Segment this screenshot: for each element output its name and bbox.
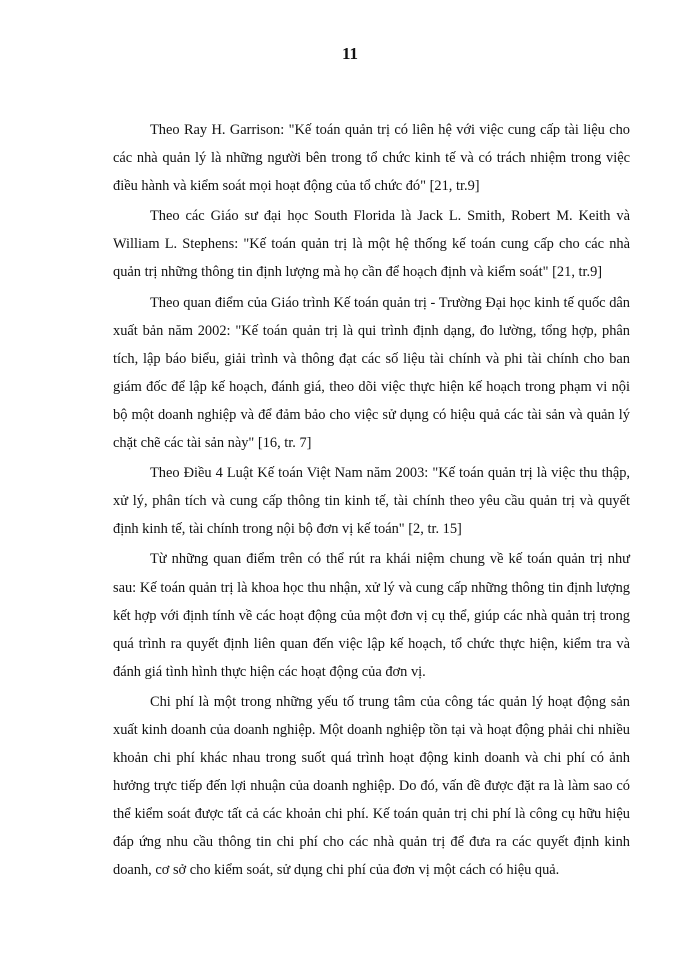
- paragraph-south-florida-definition: Theo các Giáo sư đại học South Florida là Jack L. Smith, Robert M. Keith và William L. Stephens: "Kế toán quản trị là một hệ thống kế toán cung cấp cho các nhà quản trị những thông tin định lượng mà họ cần để hoạch định và kiểm soát" [21, tr.9]: [113, 208, 630, 281]
- paragraph-accounting-law-definition: Theo Điều 4 Luật Kế toán Việt Nam năm 2003: "Kế toán quản trị là việc thu thập, xử lý, phân tích và cung cấp thông tin kinh tế, tài chính theo yêu cầu quản trị và quyết định kinh tế, tài chính trong nội bộ đơn vị kế toán" [2, tr. 15]: [113, 465, 630, 538]
- paragraph-general-concept: Từ những quan điểm trên có thể rút ra khái niệm chung về kế toán quản trị như sau: Kế toán quản trị là khoa học thu nhận, xử lý và cung cấp những thông tin định lượng kết hợp với định tính về các hoạt động của một đơn vị cụ thể, giúp các nhà quản trị trong quá trình ra quyết định liên quan đến việc lập kế hoạch, tổ chức thực hiện, kiểm tra và đánh giá tình hình thực hiện các hoạt động của đơn vị.: [113, 551, 630, 680]
- paragraph-cost-management: Chi phí là một trong những yếu tố trung tâm của công tác quản lý hoạt động sản xuất kinh doanh của doanh nghiệp. Một doanh nghiệp tồn tại và hoạt động phải chi nhiều khoản chi phí khác nhau trong suốt quá trình hoạt động kinh doanh và chi phí có ảnh hưởng trực tiếp đến lợi nhuận của doanh nghiệp. Do đó, vấn đề được đặt ra là làm sao có thể kiểm soát được tất cả các khoản chi phí. Kế toán quản trị chi phí là công cụ hữu hiệu đáp ứng nhu cầu thông tin chi phí cho các nhà quản trị để đưa ra các quyết định kinh doanh, cơ sở cho kiểm soát, sử dụng chi phí của đơn vị một cách có hiệu quả.: [113, 693, 630, 879]
- paragraph-textbook-definition: Theo quan điểm của Giáo trình Kế toán quản trị - Trường Đại học kinh tế quốc dân xuất bản năm 2002: "Kế toán quản trị là qui trình định dạng, đo lường, tổng hợp, phân tích, lập báo biểu, giải trình và thông đạt các số liệu tài chính và phi tài chính cho ban giám đốc để lập kế hoạch, đánh giá, theo dõi việc thực hiện kế hoạch trong phạm vi nội bộ một doanh nghiệp và để đảm bảo cho việc sử dụng có hiệu quả các tài sản và quản lý chặt chẽ các tài sản này" [16, tr. 7]: [113, 294, 630, 452]
- document-body: [113, 116, 630, 885]
- paragraph-garrison-definition: Theo Ray H. Garrison: "Kế toán quản trị có liên hệ với việc cung cấp tài liệu cho các nhà quản lý là những người bên trong tổ chức kinh tế và có trách nhiệm trong việc điều hành và kiểm soát mọi hoạt động của tổ chức đó" [21, tr.9]: [113, 122, 630, 195]
- page-number: 11: [341, 44, 359, 63]
